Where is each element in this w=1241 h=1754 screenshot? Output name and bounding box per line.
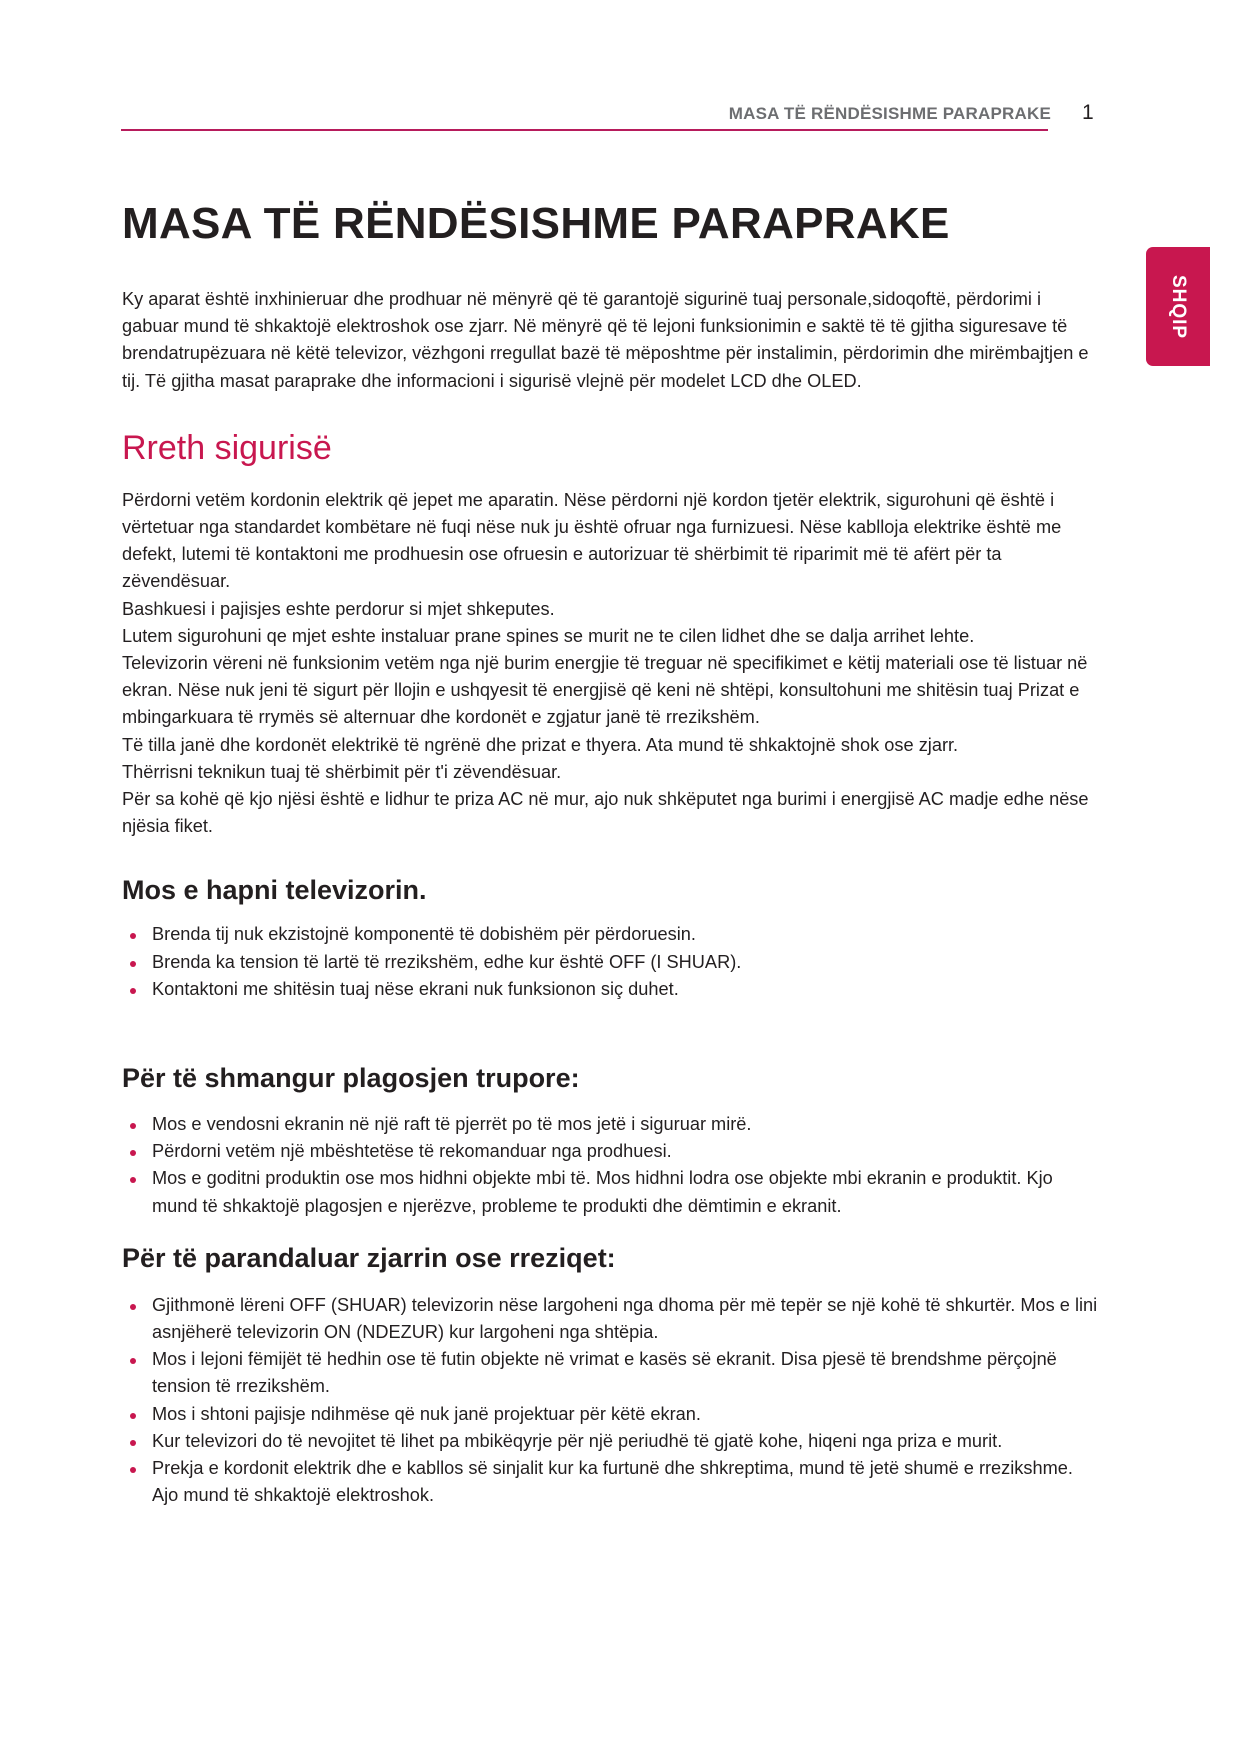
section-open-list [122, 921, 1102, 1003]
page-number: 1 [1082, 101, 1094, 124]
intro-paragraph: Ky aparat është inxhinieruar dhe prodhuar në mënyrë që të garantojë sigurinë tuaj personale,sidoqoftë, përdorimi i gabuar mund të shkaktojë elektroshok ose zjarr. Në mënyrë që të lejoni funksionimin e saktë të të gjitha siguresave të brendatrupëzuara në këtë televizor, vëzhgoni rregullat bazë të mëposhtme për instalimin, përdorimin dhe mirëmbajtjen e tij. Të gjitha masat paraprake dhe informacioni i sigurisë vlejnë për modelet LCD dhe OLED. [122, 289, 1089, 391]
safety-paragraph: Për sa kohë që kjo njësi është e lidhur te priza AC në mur, ajo nuk shkëputet nga burimi i energjisë AC madje edhe nëse njësia fiket. [122, 789, 1089, 837]
bullet-icon [130, 1304, 136, 1310]
list-item: Gjithmonë lëreni OFF (SHUAR) televizorin nëse largoheni nga dhoma për më tepër se një kohë të shkurtër. Mos e lini asnjëherë televizorin ON (NDEZUR) kur largoheni nga shtëpia. [122, 1292, 1102, 1346]
list-item: Brenda tij nuk ekzistojnë komponentë të dobishëm për përdoruesin. [122, 921, 1102, 948]
section-safety-heading: Rreth sigurisë [122, 428, 332, 467]
safety-paragraph: Televizorin vëreni në funksionim vetëm nga një burim energjie të treguar në specifikimet e këtij materiali ose të listuar në ekran. Nëse nuk jeni të sigurt për llojin e ushqyesit të energjisë që keni në shtëpi, konsultohuni me shitësin tuaj Prizat e mbingarkuara të rrymës së alternuar dhe kordonët e zgjatur janë të rrezikshëm. [122, 653, 1088, 728]
list-item: Kur televizori do të nevojitet të lihet pa mbikëqyrje për një periudhë të gjatë kohe, hiqeni nga priza e murit. [122, 1428, 1102, 1455]
bullet-icon [130, 1123, 136, 1129]
list-item: Përdorni vetëm një mbështetëse të rekomanduar nga prodhuesi. [122, 1138, 1102, 1165]
list-item: Prekja e kordonit elektrik dhe e kabllos së sinjalit kur ka furtunë dhe shkreptima, mund të jetë shumë e rrezikshme. Ajo mund të shkaktojë elektroshok. [122, 1455, 1102, 1509]
bullet-icon [130, 1413, 136, 1419]
section-injury-heading: Për të shmangur plagosjen trupore: [122, 1063, 580, 1094]
list-item: Mos i shtoni pajisje ndihmëse që nuk janë projektuar për këtë ekran. [122, 1401, 1102, 1428]
bullet-icon [130, 1177, 136, 1183]
bullet-icon [130, 1440, 136, 1446]
section-fire-list [122, 1292, 1102, 1510]
section-injury-list [122, 1111, 1102, 1220]
language-tab [1146, 247, 1210, 366]
section-fire-heading: Për të parandaluar zjarrin ose rreziqet: [122, 1242, 616, 1273]
bullet-icon [130, 1358, 136, 1364]
bullet-icon [130, 1150, 136, 1156]
language-tab-label: SHQIP [1168, 274, 1189, 339]
safety-paragraph: Bashkuesi i pajisjes eshte perdorur si mjet shkeputes. [122, 598, 555, 619]
list-item: Kontaktoni me shitësin tuaj nëse ekrani nuk funksionon siç duhet. [122, 976, 1102, 1003]
page-content [122, 196, 1102, 1510]
header-divider [121, 129, 1048, 131]
safety-paragraph: Përdorni vetëm kordonin elektrik që jepet me aparatin. Nëse përdorni një kordon tjetër elektrik, sigurohuni që është i vërtetuar nga standardet kombëtare në fuqi nëse nuk ju është ofruar nga furnizuesi. Nëse kablloja elektrike është me defekt, lutemi të kontaktoni me prodhuesin ose ofruesin e autorizuar të shërbimit të riparimit më të afërt për ta zëvendësuar. [122, 489, 1062, 592]
page-title: MASA TË RËNDËSISHME PARAPRAKE [122, 199, 950, 248]
safety-paragraph: Thërrisni teknikun tuaj të shërbimit për t'i zëvendësuar. [122, 761, 562, 782]
running-header-title: MASA TË RËNDËSISHME PARAPRAKE [728, 104, 1051, 123]
bullet-icon [130, 988, 136, 994]
section-safety-body [122, 487, 1102, 841]
list-item: Mos i lejoni fëmijët të hedhin ose të futin objekte në vrimat e kasës së ekranit. Disa pjesë të brendshme përçojnë tension të rrezikshëm. [122, 1346, 1102, 1400]
safety-paragraph: Të tilla janë dhe kordonët elektrikë të ngrënë dhe prizat e thyera. Ata mund të shkaktojnë shok ose zjarr. [122, 734, 959, 755]
bullet-icon [130, 933, 136, 939]
list-item: Brenda ka tension të lartë të rrezikshëm, edhe kur është OFF (I SHUAR). [122, 949, 1102, 976]
safety-paragraph: Lutem sigurohuni qe mjet eshte instaluar prane spines se murit ne te cilen lidhet dhe se dalja arrihet lehte. [122, 625, 975, 646]
list-item: Mos e vendosni ekranin në një raft të pjerrët po të mos jetë i siguruar mirë. [122, 1111, 1102, 1138]
bullet-icon [130, 961, 136, 967]
list-item: Mos e goditni produktin ose mos hidhni objekte mbi të. Mos hidhni lodra ose objekte mbi ekranin e produktit. Kjo mund të shkaktojë plagosjen e njerëzve, probleme te produkti dhe dëmtimin e ekranit. [122, 1165, 1102, 1219]
bullet-icon [130, 1467, 136, 1473]
section-open-heading: Mos e hapni televizorin. [122, 875, 427, 906]
